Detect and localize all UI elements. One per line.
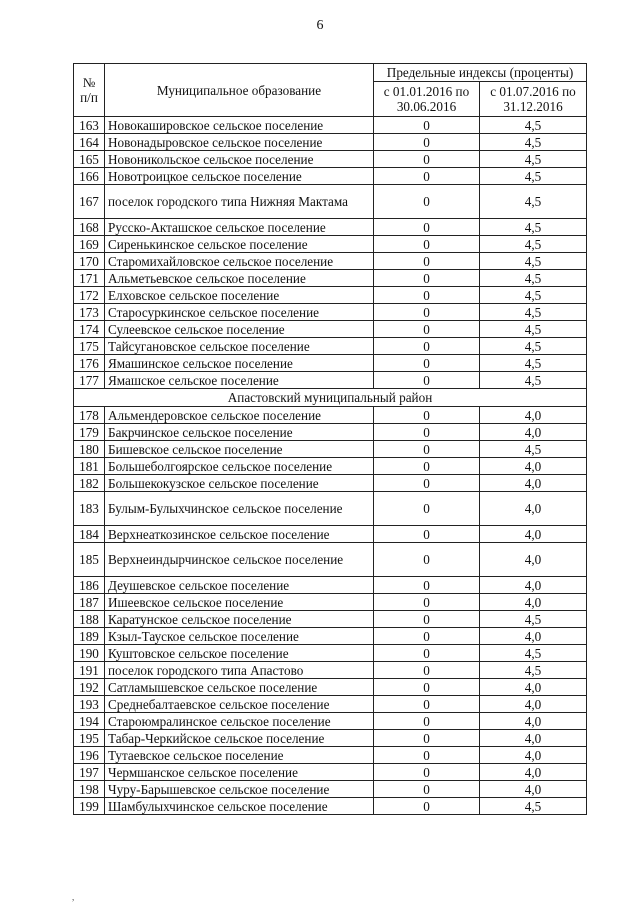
index-period2: 4,5 <box>480 798 587 815</box>
index-period1: 0 <box>374 424 480 441</box>
index-period2: 4,5 <box>480 645 587 662</box>
index-period2: 4,0 <box>480 747 587 764</box>
index-period2: 4,5 <box>480 134 587 151</box>
row-number: 171 <box>74 270 105 287</box>
row-number: 165 <box>74 151 105 168</box>
index-period1: 0 <box>374 526 480 543</box>
row-number: 194 <box>74 713 105 730</box>
index-period1: 0 <box>374 338 480 355</box>
row-number: 185 <box>74 543 105 577</box>
table-row <box>74 679 587 696</box>
table-row <box>74 798 587 815</box>
settlement-name: Ишеевское сельское поселение <box>105 594 374 611</box>
table-row <box>74 321 587 338</box>
settlement-name: Табар-Черкийское сельское поселение <box>105 730 374 747</box>
table-row <box>74 372 587 389</box>
row-number: 179 <box>74 424 105 441</box>
row-number: 169 <box>74 236 105 253</box>
district-row <box>74 389 587 407</box>
tariff-index-table <box>73 63 587 815</box>
row-number: 173 <box>74 304 105 321</box>
table-row <box>74 253 587 270</box>
index-period1: 0 <box>374 219 480 236</box>
table-row <box>74 577 587 594</box>
settlement-name: Кзыл-Тауское сельское поселение <box>105 628 374 645</box>
index-period1: 0 <box>374 764 480 781</box>
settlement-name: Тайсугановское сельское поселение <box>105 338 374 355</box>
table-row <box>74 338 587 355</box>
index-period2: 4,5 <box>480 168 587 185</box>
table-row <box>74 543 587 577</box>
settlement-name: Альметьевское сельское поселение <box>105 270 374 287</box>
index-period2: 4,5 <box>480 117 587 134</box>
table-header-row <box>74 64 587 82</box>
index-period1: 0 <box>374 151 480 168</box>
index-period1: 0 <box>374 355 480 372</box>
settlement-name: Новокашировское сельское поселение <box>105 117 374 134</box>
settlement-name: Русско-Акташское сельское поселение <box>105 219 374 236</box>
row-number: 164 <box>74 134 105 151</box>
row-number: 197 <box>74 764 105 781</box>
index-period2: 4,0 <box>480 781 587 798</box>
footer-mark: , <box>72 892 75 902</box>
table-row <box>74 458 587 475</box>
index-period2: 4,0 <box>480 730 587 747</box>
index-period1: 0 <box>374 304 480 321</box>
period2-column-header: с 01.07.2016 по 31.12.2016 <box>480 82 587 117</box>
settlement-name: Сатламышевское сельское поселение <box>105 679 374 696</box>
index-period2: 4,5 <box>480 611 587 628</box>
index-period2: 4,0 <box>480 696 587 713</box>
index-period1: 0 <box>374 441 480 458</box>
settlement-name: Альмендеровское сельское поселение <box>105 407 374 424</box>
index-period1: 0 <box>374 270 480 287</box>
settlement-name: Куштовское сельское поселение <box>105 645 374 662</box>
settlement-name: Бишевское сельское поселение <box>105 441 374 458</box>
settlement-name: Верхнеиндырчинское сельское поселение <box>105 543 374 577</box>
table-row <box>74 526 587 543</box>
table-row <box>74 287 587 304</box>
row-number: 192 <box>74 679 105 696</box>
table-row <box>74 270 587 287</box>
index-period2: 4,5 <box>480 338 587 355</box>
row-number: 198 <box>74 781 105 798</box>
index-period1: 0 <box>374 236 480 253</box>
table-row <box>74 730 587 747</box>
index-period2: 4,0 <box>480 424 587 441</box>
table-row <box>74 236 587 253</box>
index-period2: 4,5 <box>480 355 587 372</box>
row-number: 196 <box>74 747 105 764</box>
index-period1: 0 <box>374 492 480 526</box>
row-number: 183 <box>74 492 105 526</box>
index-period1: 0 <box>374 781 480 798</box>
index-period2: 4,0 <box>480 458 587 475</box>
row-number: 174 <box>74 321 105 338</box>
index-period2: 4,5 <box>480 304 587 321</box>
name-column-header: Муниципальное образование <box>105 64 374 117</box>
index-period1: 0 <box>374 407 480 424</box>
index-period1: 0 <box>374 287 480 304</box>
index-period2: 4,5 <box>480 270 587 287</box>
row-number: 172 <box>74 287 105 304</box>
table-row <box>74 645 587 662</box>
row-number: 187 <box>74 594 105 611</box>
table-row <box>74 441 587 458</box>
index-period2: 4,0 <box>480 475 587 492</box>
index-period1: 0 <box>374 628 480 645</box>
index-period1: 0 <box>374 253 480 270</box>
row-number: 189 <box>74 628 105 645</box>
row-number: 186 <box>74 577 105 594</box>
row-number: 170 <box>74 253 105 270</box>
table-row <box>74 475 587 492</box>
index-period1: 0 <box>374 611 480 628</box>
index-period1: 0 <box>374 458 480 475</box>
settlement-name: Новонадыровское сельское поселение <box>105 134 374 151</box>
settlement-name: Верхнеаткозинское сельское поселение <box>105 526 374 543</box>
settlement-name: Чуру-Барышевское сельское поселение <box>105 781 374 798</box>
row-number: 191 <box>74 662 105 679</box>
row-number: 199 <box>74 798 105 815</box>
table-row <box>74 594 587 611</box>
settlement-name: Большекокузское сельское поселение <box>105 475 374 492</box>
index-period2: 4,0 <box>480 577 587 594</box>
settlement-name: Тутаевское сельское поселение <box>105 747 374 764</box>
index-period2: 4,0 <box>480 764 587 781</box>
index-period2: 4,0 <box>480 628 587 645</box>
indices-column-header: Предельные индексы (проценты) <box>374 64 587 82</box>
settlement-name: Сулеевское сельское поселение <box>105 321 374 338</box>
table-row <box>74 764 587 781</box>
table-row <box>74 662 587 679</box>
settlement-name: Сиренькинское сельское поселение <box>105 236 374 253</box>
settlement-name: Староюмралинское сельское поселение <box>105 713 374 730</box>
row-number: 177 <box>74 372 105 389</box>
table-row <box>74 713 587 730</box>
settlement-name: Деушевское сельское поселение <box>105 577 374 594</box>
index-period1: 0 <box>374 321 480 338</box>
index-period1: 0 <box>374 372 480 389</box>
index-period1: 0 <box>374 134 480 151</box>
index-period2: 4,0 <box>480 713 587 730</box>
page-number: 6 <box>316 18 324 33</box>
settlement-name: Бакрчинское сельское поселение <box>105 424 374 441</box>
index-period2: 4,5 <box>480 219 587 236</box>
table-row <box>74 134 587 151</box>
settlement-name: Ямашское сельское поселение <box>105 372 374 389</box>
table-row <box>74 424 587 441</box>
row-number: 184 <box>74 526 105 543</box>
settlement-name: Среднебалтаевское сельское поселение <box>105 696 374 713</box>
settlement-name: поселок городского типа Нижняя Мактама <box>105 185 374 219</box>
settlement-name: поселок городского типа Апастово <box>105 662 374 679</box>
district-title: Апастовский муниципальный район <box>74 389 587 407</box>
table-row <box>74 168 587 185</box>
row-number: 167 <box>74 185 105 219</box>
index-period1: 0 <box>374 798 480 815</box>
table-row <box>74 628 587 645</box>
row-number: 195 <box>74 730 105 747</box>
index-period2: 4,5 <box>480 151 587 168</box>
table-row <box>74 696 587 713</box>
index-period1: 0 <box>374 543 480 577</box>
settlement-name: Шамбулыхчинское сельское поселение <box>105 798 374 815</box>
table-row <box>74 781 587 798</box>
index-period1: 0 <box>374 696 480 713</box>
index-period1: 0 <box>374 185 480 219</box>
index-period1: 0 <box>374 577 480 594</box>
index-period2: 4,0 <box>480 679 587 696</box>
row-number: 180 <box>74 441 105 458</box>
num-column-header: № п/п <box>74 64 105 117</box>
index-period1: 0 <box>374 730 480 747</box>
index-period2: 4,5 <box>480 185 587 219</box>
table-row <box>74 611 587 628</box>
settlement-name: Булым-Булыхчинское сельское поселение <box>105 492 374 526</box>
table-row <box>74 492 587 526</box>
table-row <box>74 151 587 168</box>
row-number: 193 <box>74 696 105 713</box>
settlement-name: Старомихайловское сельское поселение <box>105 253 374 270</box>
table-row <box>74 185 587 219</box>
index-period2: 4,0 <box>480 492 587 526</box>
row-number: 176 <box>74 355 105 372</box>
settlement-name: Новотроицкое сельское поселение <box>105 168 374 185</box>
settlement-name: Ямашинское сельское поселение <box>105 355 374 372</box>
row-number: 188 <box>74 611 105 628</box>
index-period2: 4,0 <box>480 407 587 424</box>
row-number: 182 <box>74 475 105 492</box>
index-period1: 0 <box>374 168 480 185</box>
row-number: 163 <box>74 117 105 134</box>
index-period2: 4,0 <box>480 594 587 611</box>
table-row <box>74 304 587 321</box>
settlement-name: Новоникольское сельское поселение <box>105 151 374 168</box>
table-row <box>74 407 587 424</box>
period1-column-header: с 01.01.2016 по 30.06.2016 <box>374 82 480 117</box>
index-period1: 0 <box>374 662 480 679</box>
index-period2: 4,0 <box>480 543 587 577</box>
index-period2: 4,0 <box>480 526 587 543</box>
row-number: 168 <box>74 219 105 236</box>
row-number: 181 <box>74 458 105 475</box>
index-period1: 0 <box>374 645 480 662</box>
row-number: 175 <box>74 338 105 355</box>
index-period1: 0 <box>374 747 480 764</box>
settlement-name: Чермшанское сельское поселение <box>105 764 374 781</box>
index-period1: 0 <box>374 117 480 134</box>
row-number: 190 <box>74 645 105 662</box>
index-period1: 0 <box>374 679 480 696</box>
row-number: 178 <box>74 407 105 424</box>
index-period2: 4,5 <box>480 441 587 458</box>
index-period2: 4,5 <box>480 321 587 338</box>
index-period2: 4,5 <box>480 236 587 253</box>
index-period2: 4,5 <box>480 662 587 679</box>
table-row <box>74 117 587 134</box>
table-row <box>74 219 587 236</box>
settlement-name: Елховское сельское поселение <box>105 287 374 304</box>
settlement-name: Старосуркинское сельское поселение <box>105 304 374 321</box>
index-period1: 0 <box>374 475 480 492</box>
index-period2: 4,5 <box>480 287 587 304</box>
table-row <box>74 747 587 764</box>
index-period2: 4,5 <box>480 372 587 389</box>
row-number: 166 <box>74 168 105 185</box>
index-period2: 4,5 <box>480 253 587 270</box>
settlement-name: Каратунское сельское поселение <box>105 611 374 628</box>
index-period1: 0 <box>374 594 480 611</box>
table-row <box>74 355 587 372</box>
index-period1: 0 <box>374 713 480 730</box>
settlement-name: Большеболгоярское сельское поселение <box>105 458 374 475</box>
